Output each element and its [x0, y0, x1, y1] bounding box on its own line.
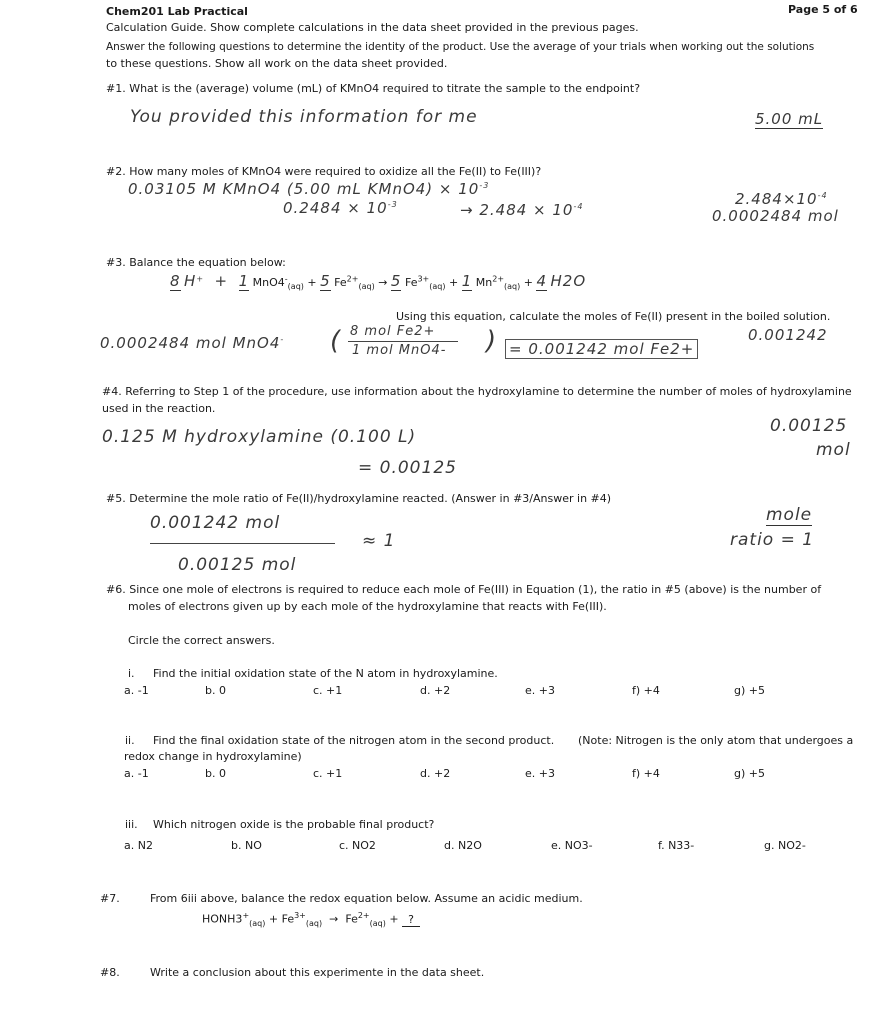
q6-ii-option-c[interactable]: c. +1: [313, 767, 343, 780]
question-4-line-2: used in the reaction.: [102, 402, 216, 415]
q7-eq-3-sup: 2+: [357, 911, 370, 920]
q6-iii-option-a[interactable]: a. N2: [124, 839, 153, 852]
q3-plus-4: +: [523, 276, 533, 289]
q7-eq-plus-1: +: [268, 912, 279, 926]
q5-denominator: 0.00125 mol: [178, 555, 297, 575]
q3-answer: 0.001242: [748, 326, 828, 344]
q5-answer-1: mole: [766, 505, 813, 525]
q2-work-2-text: 0.2484 × 10: [283, 199, 388, 217]
q3-coef-fe3: 5: [390, 272, 402, 290]
q6-iii-option-c[interactable]: c. NO2: [339, 839, 376, 852]
q3-fe2: Fe: [334, 276, 347, 289]
q7-eq-2-sup: 3+: [294, 911, 306, 920]
q2-work-line-2: [283, 199, 398, 217]
q3-subquestion: Using this equation, calculate the moles of Fe(II) present in the boiled solution.: [396, 310, 831, 323]
q3-fraction-line: [348, 341, 458, 342]
q3-plus-1: +: [214, 272, 229, 290]
q6-i-option-g[interactable]: g) +5: [734, 684, 765, 697]
q7-eq-blank[interactable]: ?: [402, 913, 420, 927]
q7-eq-1-sup: +: [242, 911, 250, 920]
q6-iii-option-g[interactable]: g. NO2-: [764, 839, 806, 852]
q4-answer-2: mol: [816, 440, 851, 460]
q6-iii-option-b[interactable]: b. NO: [231, 839, 262, 852]
q4-work-1: 0.125 M hydroxylamine (0.100 L): [102, 427, 417, 447]
q7-eq-fe2: Fe: [345, 912, 358, 926]
q3-plus-3: +: [449, 276, 459, 289]
q6-ii-option-a[interactable]: a. -1: [124, 767, 149, 780]
q3-mn2-charge: 2+: [492, 274, 505, 284]
q2-work-line-1: [128, 180, 489, 198]
q3-fraction-close: ): [486, 326, 498, 356]
q6-i-option-f[interactable]: f) +4: [632, 684, 660, 697]
q7-eq-fe3: Fe: [281, 912, 295, 926]
q5-answer-2: ratio = 1: [730, 530, 815, 550]
question-6-line-1: #6. Since one mole of electrons is required to reduce each mole of Fe(III) in Equation (1), the ratio in #5 (above) is the number of: [106, 583, 822, 596]
q6-i-option-b[interactable]: b. 0: [205, 684, 226, 697]
q3-coef-mno4: 1: [238, 272, 250, 290]
q6-ii-question-2: redox change in hydroxylamine): [124, 750, 302, 763]
q3-fe3: Fe: [404, 276, 418, 289]
course-title: Chem201 Lab Practical: [106, 5, 248, 18]
q2-answer-1-exp: -4: [817, 191, 828, 200]
q6-ii-question: Find the final oxidation state of the nitrogen atom in the second product.: [153, 734, 555, 747]
q6-ii-note: (Note: Nitrogen is the only atom that undergoes a: [578, 734, 854, 747]
question-8-number: #8.: [100, 966, 120, 979]
q6-ii-option-d[interactable]: d. +2: [420, 767, 451, 780]
q6-iii-option-f[interactable]: f. N33-: [658, 839, 695, 852]
q3-calc-result-box: = 0.001242 mol Fe2+: [505, 339, 698, 359]
q3-h-charge: +: [196, 274, 205, 284]
q1-answer: 5.00 mL: [755, 110, 824, 128]
q3-mno4-charge: -: [284, 274, 288, 284]
question-8: Write a conclusion about this experimente in the data sheet.: [150, 966, 485, 979]
question-4-line-1: #4. Referring to Step 1 of the procedure, use information about the hydroxylamine to determine the number of moles of hydroxylamine: [102, 385, 852, 398]
q2-work-2-arrow: → 2.484 × 10: [460, 201, 574, 219]
q7-eq-2-state: (aq): [305, 918, 323, 928]
q6-i-question: Find the initial oxidation state of the N atom in hydroxylamine.: [153, 667, 498, 680]
q3-calc-result: [505, 340, 698, 358]
question-3: #3. Balance the equation below:: [106, 256, 286, 269]
q6-ii-number: ii.: [125, 734, 135, 747]
q3-h2o: H2O: [550, 272, 587, 290]
q6-iii-number: iii.: [125, 818, 138, 831]
q3-coef-h2o: 4: [536, 272, 548, 290]
q3-coef-fe2: 5: [320, 272, 331, 290]
q2-work-2-arrow-exp: -4: [573, 202, 584, 211]
q5-numerator: 0.001242 mol: [150, 513, 281, 533]
q3-equation: [170, 272, 586, 291]
q7-eq-3-state: (aq): [369, 918, 386, 928]
q6-i-option-d[interactable]: d. +2: [420, 684, 451, 697]
q6-i-option-c[interactable]: c. +1: [313, 684, 343, 697]
q7-eq-1-state: (aq): [249, 918, 266, 928]
question-6-line-2: moles of electrons given up by each mole of the hydroxylamine that reacts with Fe(III).: [128, 600, 607, 613]
q2-work-2-exp: -3: [387, 200, 398, 209]
q3-fraction-numerator: 8 mol Fe2+: [350, 324, 436, 339]
q6-ii-option-b[interactable]: b. 0: [205, 767, 226, 780]
q3-calc-left: [100, 334, 284, 352]
q7-eq-arrow: →: [329, 912, 339, 926]
q3-mno4: MnO4: [252, 276, 285, 289]
q3-fraction-denominator: 1 mol MnO4-: [352, 343, 447, 358]
q6-ii-option-f[interactable]: f) +4: [632, 767, 660, 780]
q6-i-number: i.: [128, 667, 135, 680]
q2-answer-1-text: 2.484×10: [735, 190, 818, 208]
q2-work-1-text: 0.03105 M KMnO4 (5.00 mL KMnO4) × 10: [128, 180, 480, 198]
q3-fraction-open: (: [330, 326, 342, 356]
q5-approx: ≈ 1: [362, 531, 396, 551]
q2-work-line-3: [460, 201, 583, 219]
question-7: From 6iii above, balance the redox equation below. Assume an acidic medium.: [150, 892, 583, 905]
instructions-line-1: Answer the following questions to determine the identity of the product. Use the average of your trials when working out the solutions: [106, 41, 815, 53]
q7-equation: [202, 911, 420, 928]
question-1: #1. What is the (average) volume (mL) of KMnO4 required to titrate the sample to the endpoint?: [106, 82, 641, 95]
question-2: #2. How many moles of KMnO4 were required to oxidize all the Fe(II) to Fe(III)?: [106, 165, 542, 178]
q3-fe2-charge: 2+: [346, 274, 359, 284]
q6-ii-option-g[interactable]: g) +5: [734, 767, 765, 780]
q3-h-ion: H: [184, 272, 197, 290]
q7-eq-hydroxylammonium: HONH3: [202, 912, 243, 926]
q4-work-2: = 0.00125: [358, 458, 457, 478]
q6-i-option-e[interactable]: e. +3: [525, 684, 555, 697]
q3-calc-left-text: 0.0002484 mol MnO4: [100, 334, 281, 352]
q2-answer-1: [735, 190, 828, 208]
q5-fraction-line: [150, 543, 335, 544]
q3-plus-2: +: [307, 276, 317, 289]
q3-fe2-state: (aq): [358, 282, 375, 292]
q3-fe3-charge: 3+: [417, 274, 430, 284]
q3-mn2-state: (aq): [504, 282, 521, 292]
q2-answer-2: 0.0002484 mol: [712, 207, 839, 225]
instructions-line-2: to these questions. Show all work on the data sheet provided.: [106, 57, 448, 70]
q6-iii-option-d[interactable]: d. N2O: [444, 839, 482, 852]
q6-iii-option-e[interactable]: e. NO3-: [551, 839, 593, 852]
q3-mno4-state: (aq): [287, 282, 304, 292]
page-number: Page 5 of 6: [788, 3, 858, 16]
q3-coef-h: 8: [170, 272, 181, 290]
q6-iii-question: Which nitrogen oxide is the probable final product?: [153, 818, 435, 831]
q3-coef-mn2: 1: [461, 272, 473, 290]
q3-mn2: Mn: [475, 276, 493, 289]
question-5: #5. Determine the mole ratio of Fe(II)/hydroxylamine reacted. (Answer in #3/Answer in #4): [106, 492, 612, 505]
q1-handwriting: You provided this information for me: [130, 107, 478, 127]
q4-answer-1: 0.00125: [770, 416, 848, 436]
guide-text: Calculation Guide. Show complete calculations in the data sheet provided in the previous pages.: [106, 21, 639, 34]
q3-arrow: →: [378, 276, 388, 289]
question-7-number: #7.: [100, 892, 120, 905]
q3-fe3-state: (aq): [429, 282, 446, 292]
q6-ii-option-e[interactable]: e. +3: [525, 767, 555, 780]
q2-work-1-exp: -3: [479, 181, 490, 190]
q6-i-option-a[interactable]: a. -1: [124, 684, 149, 697]
q7-eq-plus-2: +: [389, 912, 399, 926]
q6-circle-instruction: Circle the correct answers.: [128, 634, 275, 647]
q3-calc-left-sup: -: [280, 335, 285, 344]
